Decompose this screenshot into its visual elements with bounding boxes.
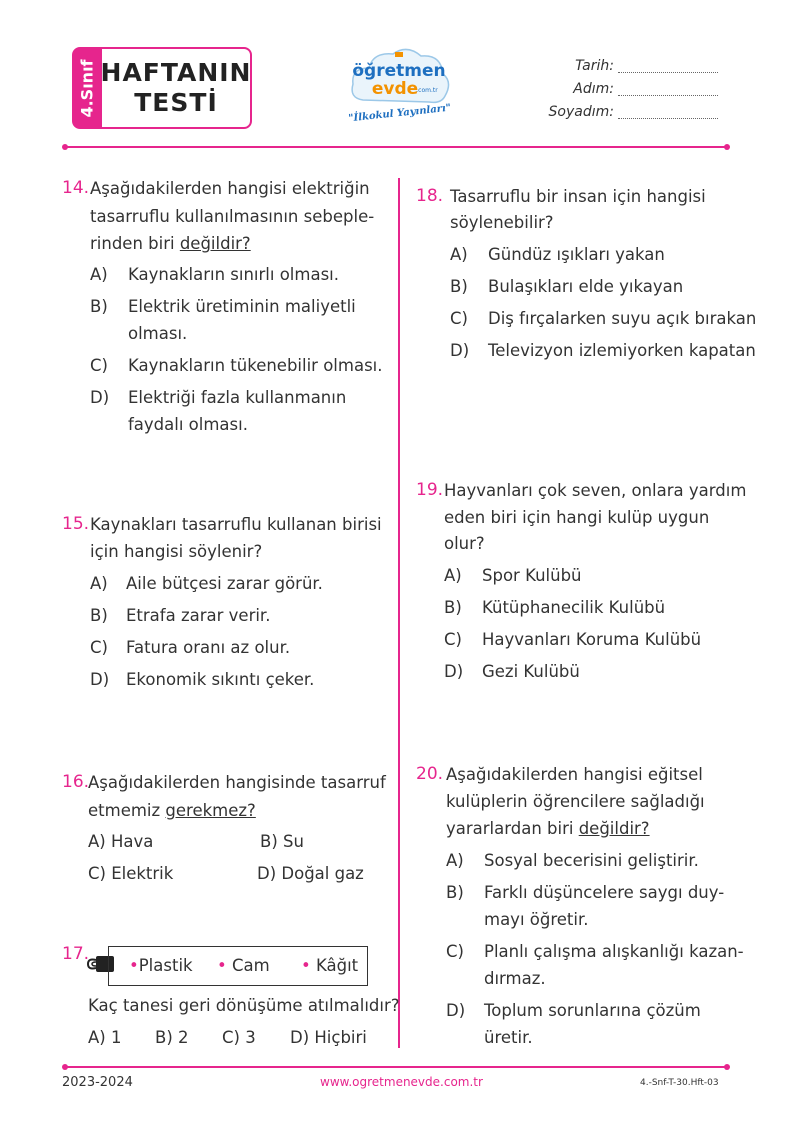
question-text: söylenebilir? bbox=[450, 213, 554, 232]
cloud-logo-icon bbox=[345, 42, 455, 128]
logo-brand: öğretmen bbox=[352, 61, 446, 81]
question-text: etmemiz bbox=[88, 801, 166, 820]
question-text: eden biri için hangi kulüp uygun bbox=[444, 508, 710, 527]
option-d-text[interactable]: üretir. bbox=[484, 1028, 533, 1047]
surname-field[interactable] bbox=[618, 104, 718, 119]
item-paper: • Kâğıt bbox=[301, 956, 359, 975]
question-text: Kaynakları tasarruflu kullanan birisi bbox=[90, 515, 382, 534]
option-d-text[interactable]: Elektriği fazla kullanmanın bbox=[128, 388, 347, 407]
option-d-letter[interactable]: D) bbox=[90, 388, 110, 407]
option-b-letter[interactable]: B) bbox=[90, 297, 108, 316]
option-d[interactable]: D) Hiçbiri bbox=[290, 1028, 367, 1047]
surname-row bbox=[540, 104, 718, 127]
question-number: 14. bbox=[62, 178, 90, 198]
name-field[interactable] bbox=[618, 81, 718, 96]
question-text: Aşağıdakilerden hangisi eğitsel bbox=[446, 765, 703, 784]
option-b-letter[interactable]: B) bbox=[90, 606, 108, 625]
option-c-letter[interactable]: C) bbox=[90, 356, 108, 375]
option-d-letter[interactable]: D) bbox=[446, 1001, 466, 1020]
logo-brand-2: evde bbox=[371, 79, 419, 99]
option-a-letter[interactable]: A) bbox=[90, 574, 108, 593]
logo-tagline: "İlkokul Yayınları" bbox=[347, 102, 452, 125]
option-b-text[interactable]: Elektrik üretiminin maliyetli bbox=[128, 297, 356, 316]
question-number: 17. bbox=[62, 944, 90, 964]
name-row bbox=[540, 81, 718, 104]
name-label: Adım: bbox=[573, 81, 614, 97]
option-c-letter[interactable]: C) bbox=[444, 630, 462, 649]
question-number: 18. bbox=[416, 186, 444, 206]
title-line-1: HAFTANIN bbox=[100, 58, 252, 87]
question-number: 16. bbox=[62, 772, 90, 792]
option-a[interactable]: A) Hava bbox=[88, 832, 154, 851]
option-a-letter[interactable]: A) bbox=[90, 265, 108, 284]
header-divider bbox=[66, 146, 726, 148]
divider-dot bbox=[724, 1064, 730, 1070]
question-text: için hangisi söylenir? bbox=[90, 542, 263, 561]
footer-year: 2023-2024 bbox=[62, 1075, 133, 1090]
option-a-text[interactable]: Gündüz ışıkları yakan bbox=[488, 245, 665, 264]
items-box bbox=[108, 946, 368, 986]
question-19 bbox=[416, 480, 746, 690]
option-d-text[interactable]: Gezi Kulübü bbox=[482, 662, 580, 681]
option-c[interactable]: C) Elektrik bbox=[88, 864, 174, 883]
option-c-text[interactable]: Diş fırçalarken suyu açık bırakan bbox=[488, 309, 757, 328]
item-plastic: •Plastik bbox=[129, 956, 193, 975]
question-emphasis: değildir? bbox=[179, 234, 251, 253]
option-d-letter[interactable]: D) bbox=[444, 662, 464, 681]
option-b-letter[interactable]: B) bbox=[446, 883, 464, 902]
option-a-text[interactable]: Aile bütçesi zarar görür. bbox=[126, 574, 323, 593]
surname-label: Soyadım: bbox=[548, 104, 614, 120]
option-d-text[interactable]: Televizyon izlemiyorken kapatan bbox=[488, 341, 756, 360]
grade-tab bbox=[72, 47, 102, 129]
title-line-2: TESTİ bbox=[134, 88, 218, 117]
option-c-letter[interactable]: C) bbox=[446, 942, 464, 961]
option-b-text[interactable]: Bulaşıkları elde yıkayan bbox=[488, 277, 684, 296]
question-text: tasarruflu kullanılmasının sebeple- bbox=[90, 207, 375, 226]
logo-domain: .com.tr bbox=[416, 87, 438, 94]
option-c-letter[interactable]: C) bbox=[90, 638, 108, 657]
footer-url[interactable]: www.ogretmenevde.com.tr bbox=[320, 1075, 483, 1089]
footer-code: 4.-Snf-T-30.Hft-03 bbox=[640, 1078, 719, 1088]
option-c-text[interactable]: Planlı çalışma alışkanlığı kazan- bbox=[484, 942, 744, 961]
option-b-text[interactable]: mayı öğretir. bbox=[484, 910, 589, 929]
question-15 bbox=[62, 514, 392, 704]
question-text: Hayvanları çok seven, onlara yardım bbox=[444, 481, 747, 500]
option-b-letter[interactable]: B) bbox=[444, 598, 462, 617]
option-c-text[interactable]: Kaynakların tükenebilir olması. bbox=[128, 356, 383, 375]
question-text: Aşağıdakilerden hangisi elektriğin bbox=[90, 179, 370, 198]
option-b-text[interactable]: olması. bbox=[128, 324, 188, 343]
question-emphasis: gerekmez? bbox=[165, 801, 256, 820]
question-number: 19. bbox=[416, 480, 444, 500]
option-a-text[interactable]: Sosyal becerisini geliştirir. bbox=[484, 851, 699, 870]
question-number: 15. bbox=[62, 514, 90, 534]
question-number: 20. bbox=[416, 764, 444, 784]
question-text: rinden biri bbox=[90, 234, 180, 253]
question-text: olur? bbox=[444, 534, 485, 553]
option-d-text[interactable]: Toplum sorunlarına çözüm bbox=[484, 1001, 701, 1020]
option-a-text[interactable]: Spor Kulübü bbox=[482, 566, 582, 585]
option-d-letter[interactable]: D) bbox=[450, 341, 470, 360]
option-c-letter[interactable]: C) bbox=[450, 309, 468, 328]
option-c-text[interactable]: dırmaz. bbox=[484, 969, 546, 988]
option-d[interactable]: D) Doğal gaz bbox=[257, 864, 364, 883]
question-text: Aşağıdakilerden hangisinde tasarruf bbox=[88, 773, 386, 792]
option-b[interactable]: B) 2 bbox=[155, 1028, 189, 1047]
worksheet-title bbox=[100, 47, 252, 129]
option-b-text[interactable]: Kütüphanecilik Kulübü bbox=[482, 598, 666, 617]
column-divider bbox=[398, 178, 400, 1048]
option-a-letter[interactable]: A) bbox=[446, 851, 464, 870]
question-14 bbox=[62, 178, 392, 448]
divider-dot bbox=[62, 144, 68, 150]
option-a-letter[interactable]: A) bbox=[450, 245, 468, 264]
grade-label: 4.Sınıf bbox=[77, 58, 97, 118]
question-text: Kaç tanesi geri dönüşüme atılmalıdır? bbox=[88, 996, 400, 1015]
option-c-text[interactable]: Fatura oranı az olur. bbox=[126, 638, 291, 657]
question-text: kulüplerin öğrencilere sağladığı bbox=[446, 792, 705, 811]
divider-dot bbox=[62, 1064, 68, 1070]
option-a-text[interactable]: Kaynakların sınırlı olması. bbox=[128, 265, 340, 284]
question-text: Tasarruflu bir insan için hangisi bbox=[450, 187, 706, 206]
date-field[interactable] bbox=[618, 58, 718, 73]
option-c-text[interactable]: Hayvanları Koruma Kulübü bbox=[482, 630, 702, 649]
footer-divider bbox=[66, 1066, 726, 1068]
divider-dot bbox=[724, 144, 730, 150]
option-a[interactable]: A) 1 bbox=[88, 1028, 122, 1047]
question-text: yararlardan biri bbox=[446, 819, 579, 838]
option-b-text[interactable]: Etrafa zarar verir. bbox=[126, 606, 271, 625]
option-a-letter[interactable]: A) bbox=[444, 566, 462, 585]
question-18 bbox=[416, 186, 757, 366]
student-info bbox=[540, 58, 718, 127]
option-d-text[interactable]: Ekonomik sıkıntı çeker. bbox=[126, 670, 315, 689]
publisher-logo bbox=[345, 42, 455, 128]
option-d-text[interactable]: faydalı olması. bbox=[128, 415, 248, 434]
date-label: Tarih: bbox=[575, 58, 614, 74]
question-emphasis: değildir? bbox=[578, 819, 650, 838]
option-b-text[interactable]: Farklı düşüncelere saygı duy- bbox=[484, 883, 725, 902]
question-16 bbox=[62, 772, 392, 892]
option-b-letter[interactable]: B) bbox=[450, 277, 468, 296]
question-20 bbox=[416, 764, 746, 1054]
option-b[interactable]: B) Su bbox=[260, 832, 304, 851]
date-row bbox=[540, 58, 718, 81]
option-c[interactable]: C) 3 bbox=[222, 1028, 256, 1047]
item-glass: • Cam bbox=[217, 956, 270, 975]
option-d-letter[interactable]: D) bbox=[90, 670, 110, 689]
